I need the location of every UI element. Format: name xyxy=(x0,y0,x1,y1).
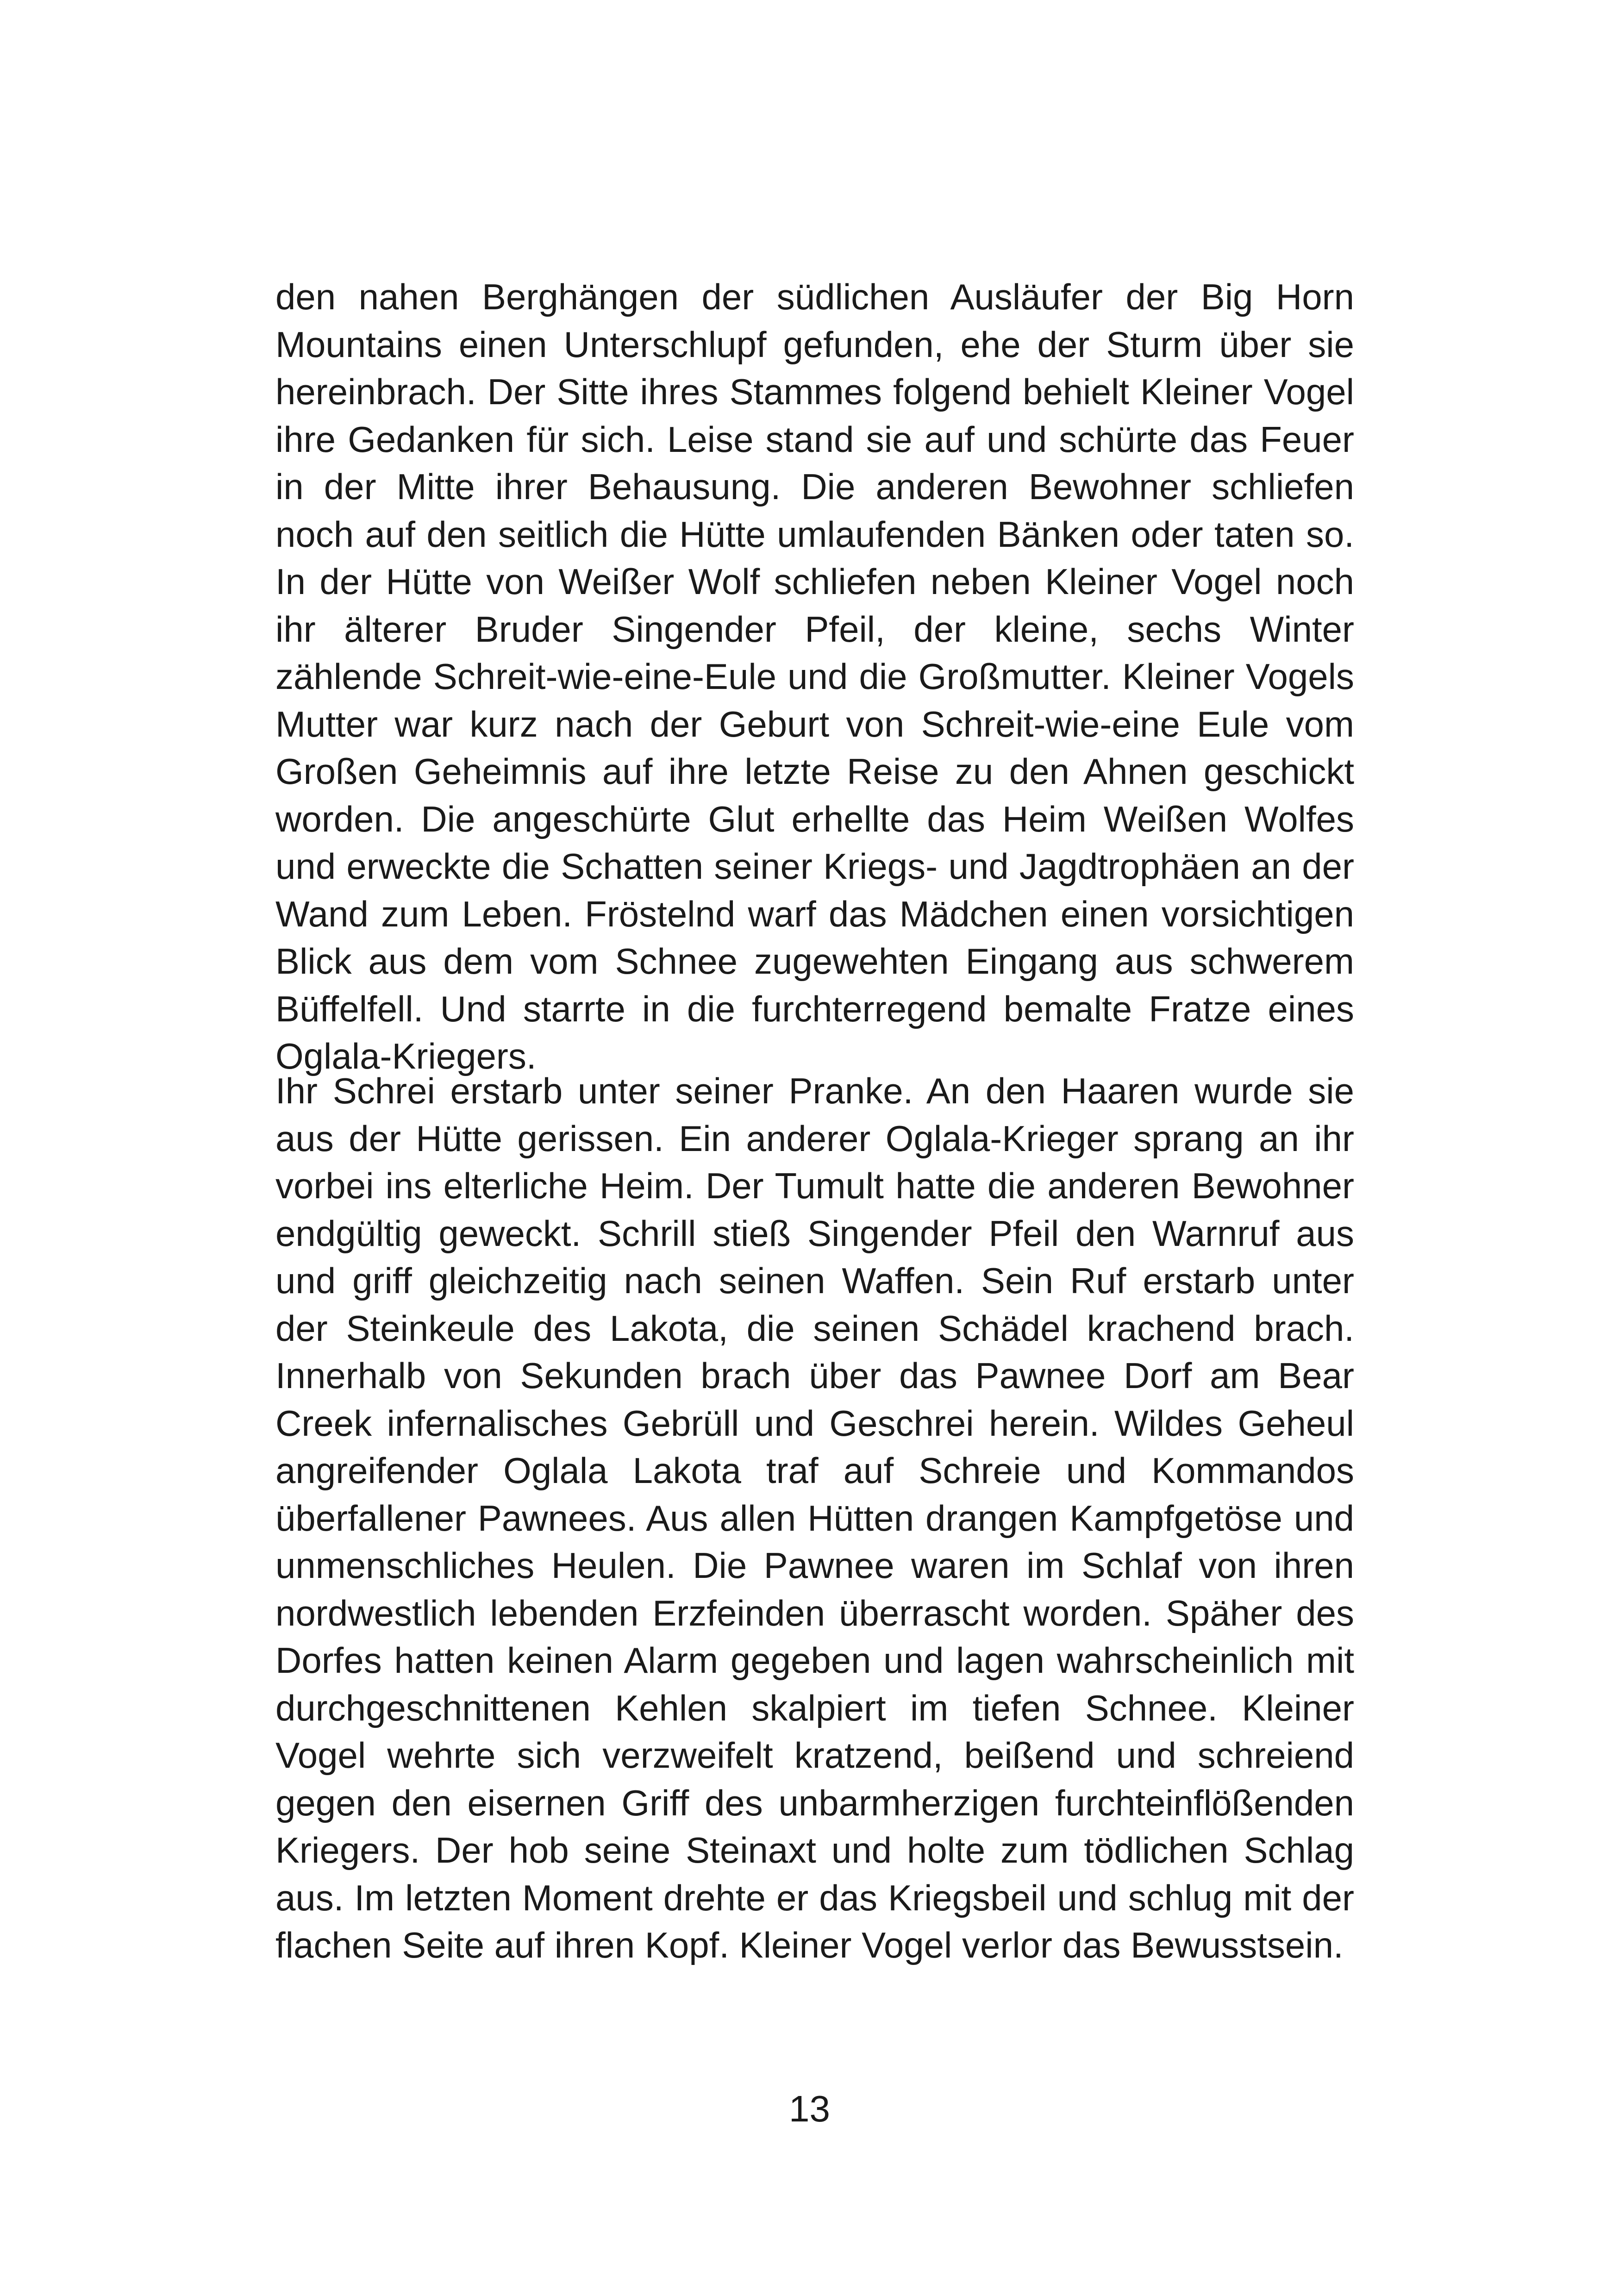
paragraph-2: Ihr Schrei erstarb unter seiner Pranke. An den Haaren wurde sie aus der Hütte gerissen. Ein anderer Oglala-Krieger sprang an ihr vorbei ins elterliche Heim. Der Tumult hatte die anderen Bewohner endgültig geweckt. Schrill stieß Singender Pfeil den Warnruf aus und griff gleichzeitig nach seinen Waffen. Sein Ruf erstarb unter der Steinkeule des Lakota, die seinen Schädel krachend brach. Innerhalb von Sekunden brach über das Pawnee Dorf am Bear Creek infernalisches Gebrüll und Geschrei herein. Wildes Geheul angreifender Oglala Lakota traf auf Schreie und Kommandos überfallener Pawnees. Aus allen Hütten drangen Kampfgetöse und unmenschliches Heulen. Die Pawnee waren im Schlaf von ihren nordwestlich lebenden Erzfeinden überrascht worden. Späher des Dorfes hatten keinen Alarm gegeben und lagen wahrscheinlich mit durchgeschnittenen Kehlen skalpiert im tiefen Schnee. Kleiner Vogel wehrte sich verzweifelt kratzend, beißend und schreiend gegen den eisernen Griff des unbarmherzigen furchteinflößenden Kriegers. Der hob seine Steinaxt und holte zum tödlichen Schlag aus. Im letzten Moment drehte er das Kriegsbeil und schlug mit der flachen Seite auf ihren Kopf. Kleiner Vogel verlor das Bewusstsein. xyxy=(275,1070,1354,1965)
paragraph-1: den nahen Berghängen der südlichen Ausläufer der Big Horn Mountains einen Unterschlupf gefunden, ehe der Sturm über sie hereinbrach. Der Sitte ihres Stammes folgend behielt Kleiner Vogel ihre Gedanken für sich. Leise stand sie auf und schürte das Feuer in der Mitte ihrer Behausung. Die anderen Bewohner schliefen noch auf den seitlich die Hütte umlaufenden Bänken oder taten so. In der Hütte von Weißer Wolf schliefen neben Kleiner Vogel noch ihr älterer Bruder Singender Pfeil, der kleine, sechs Winter zählende Schreit-wie-eine-Eule und die Großmutter. Kleiner Vogels Mutter war kurz nach der Geburt von Schreit-wie-eine Eule vom Großen Geheimnis auf ihre letzte Reise zu den Ahnen geschickt worden. Die angeschürte Glut erhellte das Heim Weißen Wolfes und erweckte die Schatten seiner Kriegs- und Jagdtrophäen an der Wand zum Leben. Fröstelnd warf das Mädchen einen vorsichtigen Blick aus dem vom Schnee zugewehten Eingang aus schwerem Büffelfell. Und starrte in die furchterregend bemalte Fratze eines Oglala-Kriegers. xyxy=(275,276,1354,1076)
page-number: 13 xyxy=(789,2088,830,2129)
